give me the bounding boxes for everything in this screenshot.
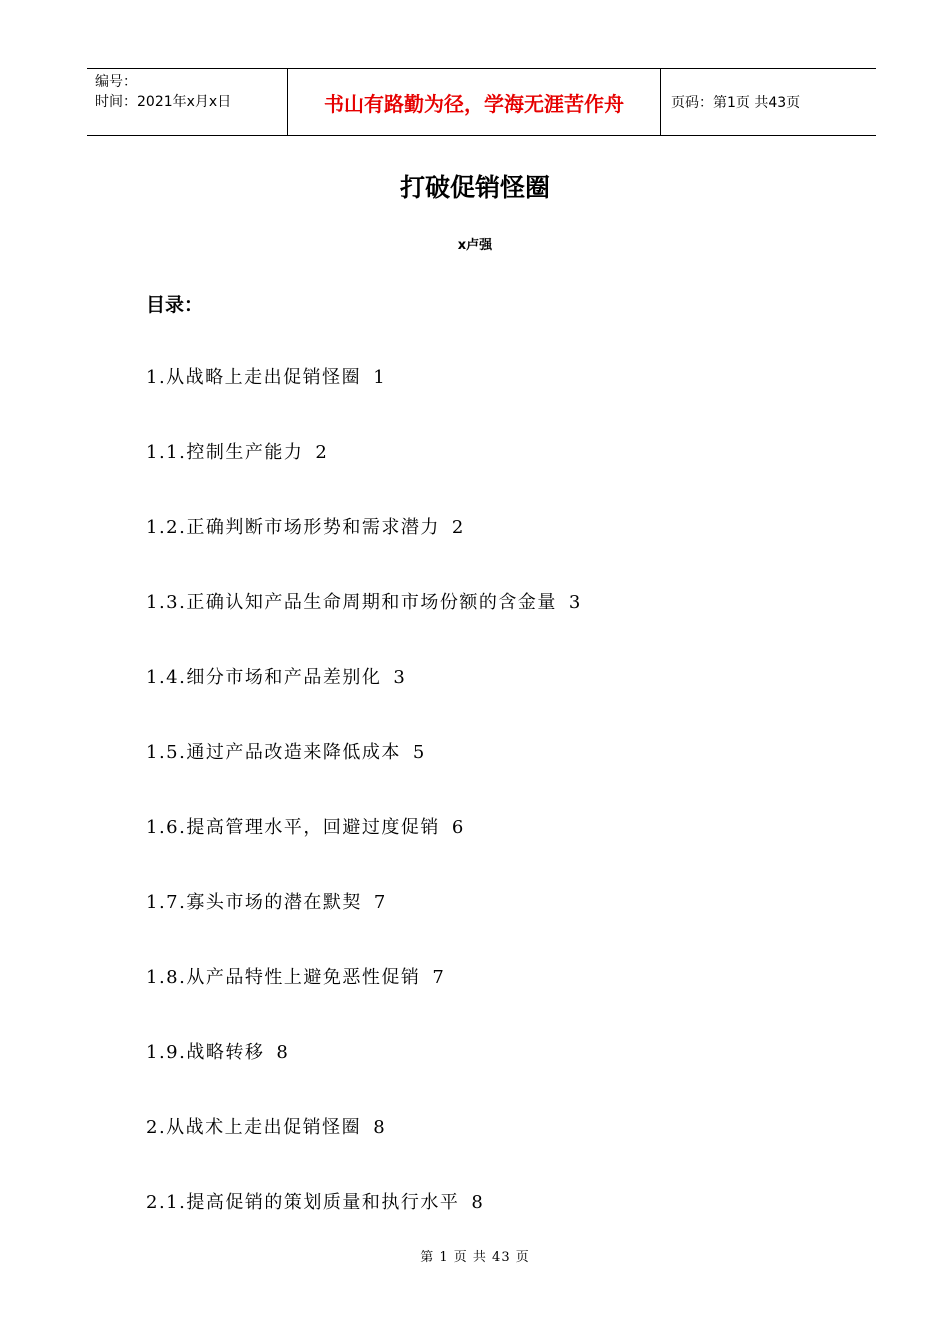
toc-item-page: 8: [373, 1117, 387, 1138]
page-footer: 第 1 页 共 43 页: [420, 1250, 530, 1265]
toc-item-text: 1.6.提高管理水平，回避过度促销: [146, 817, 440, 838]
toc-item[interactable]: [146, 1110, 582, 1185]
toc-item-text: 1.5.通过产品改造来降低成本: [146, 742, 401, 763]
toc-item[interactable]: [146, 960, 582, 1035]
time-label: 时间：2021年x月x日: [95, 94, 232, 110]
toc-item-page: 2: [315, 442, 329, 463]
toc-item[interactable]: [146, 360, 582, 435]
toc-item-text: 1.3.正确认知产品生命周期和市场份额的含金量: [146, 592, 557, 613]
toc-item[interactable]: [146, 660, 582, 735]
toc-item[interactable]: [146, 585, 582, 660]
toc-item-page: 6: [451, 817, 465, 838]
toc-item[interactable]: [146, 735, 582, 810]
toc-item[interactable]: [146, 435, 582, 510]
toc-item[interactable]: [146, 885, 582, 960]
number-label: 编号：: [95, 74, 137, 90]
toc-item-page: 3: [393, 667, 407, 688]
toc-item-text: 1.7.寡头市场的潜在默契: [146, 892, 362, 913]
toc-item-text: 1.9.战略转移: [146, 1042, 265, 1063]
document-author: x卢强: [457, 238, 493, 253]
toc-item[interactable]: [146, 810, 582, 885]
toc-item-page: 5: [412, 742, 426, 763]
toc-item[interactable]: [146, 1035, 582, 1110]
toc-item-page: 2: [451, 517, 465, 538]
toc-item-text: 1.1.控制生产能力: [146, 442, 304, 463]
header-slogan: 书山有路勤为径，学海无涯苦作舟: [287, 69, 661, 135]
toc-item[interactable]: [146, 510, 582, 585]
toc-item-text: 1.8.从产品特性上避免恶性促销: [146, 967, 421, 988]
toc-item-page: 7: [432, 967, 446, 988]
toc-item-text: 1.2.正确判断市场形势和需求潜力: [146, 517, 440, 538]
toc-item-text: 1.从战略上走出促销怪圈: [146, 367, 362, 388]
header-page-info: 页码：第1页 共43页: [671, 95, 801, 111]
toc-item-page: 3: [568, 592, 582, 613]
toc-item-text: 1.4.细分市场和产品差别化: [146, 667, 382, 688]
header-meta: [87, 69, 287, 135]
toc-item-page: 8: [276, 1042, 290, 1063]
toc-item-page: 7: [373, 892, 387, 913]
toc-item-text: 2.1.提高促销的策划质量和执行水平: [146, 1192, 460, 1213]
toc-item-page: 8: [471, 1192, 485, 1213]
toc-heading: 目录：: [146, 294, 204, 316]
toc-item-page: 1: [373, 367, 387, 388]
document-header: [87, 68, 876, 136]
table-of-contents: [146, 360, 582, 1260]
toc-item-text: 2.从战术上走出促销怪圈: [146, 1117, 362, 1138]
document-title: 打破促销怪圈: [399, 173, 550, 202]
